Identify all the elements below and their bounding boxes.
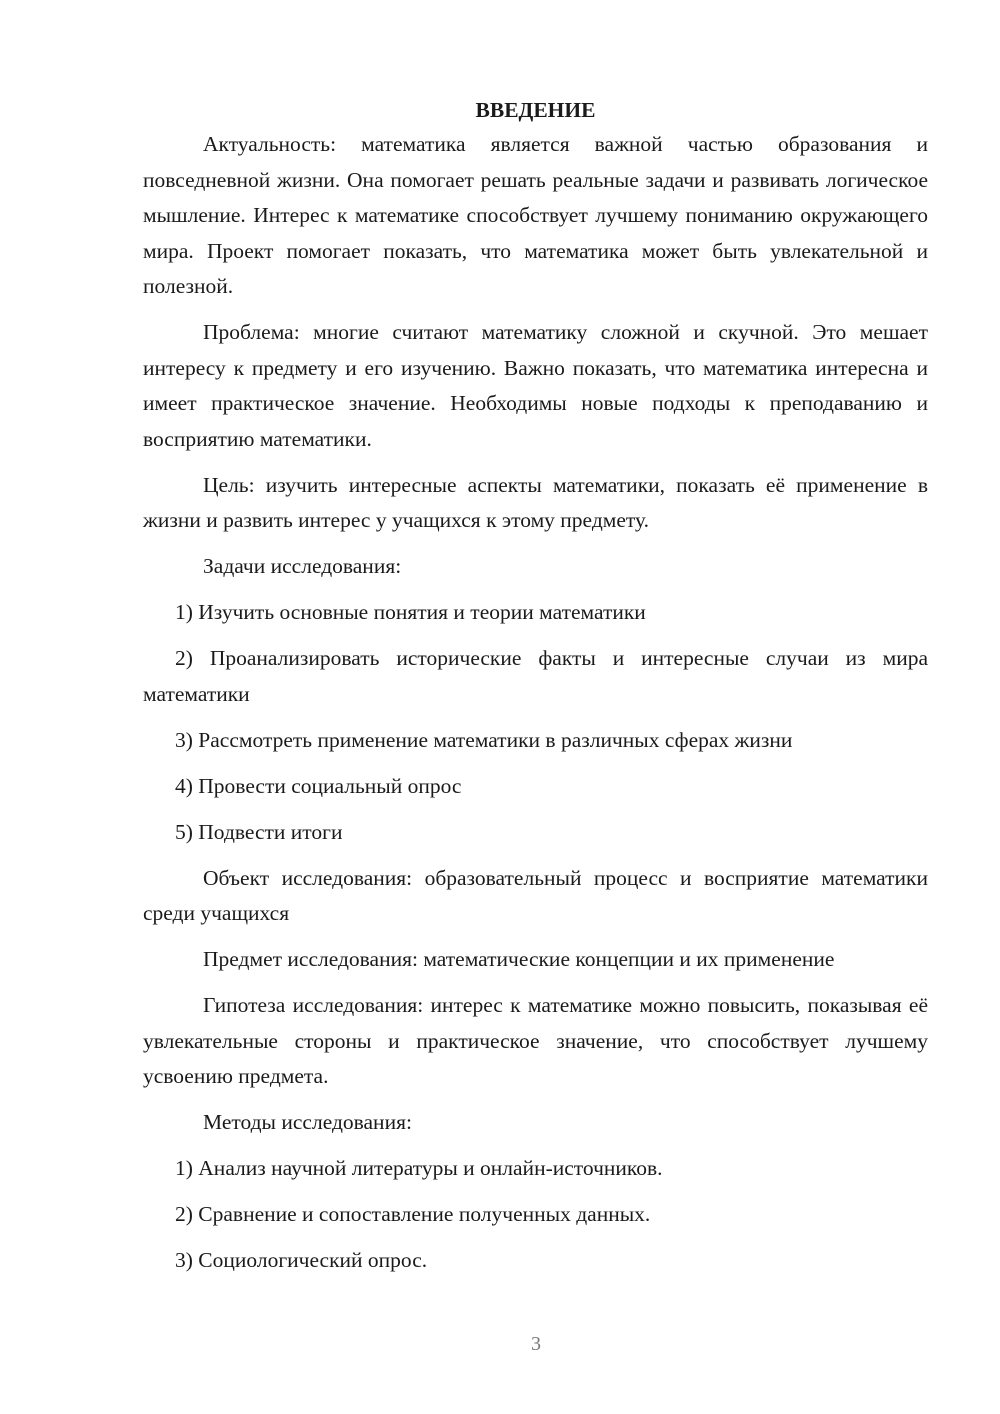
relevance-paragraph: Актуальность: математика является важной частью образования и повседневной жизни. Она помогает решать реальные задачи и развивать логическое мышление. Интерес к математике способствует лучшему пониманию окружающего мира. Проект помогает показать, что математика может быть увлекательной и полезной.	[143, 132, 928, 298]
problem-paragraph: Проблема: многие считают математику сложной и скучной. Это мешает интересу к предмету и его изучению. Важно показать, что математика интересна и имеет практическое значение. Необходимы новые подходы к преподаванию и восприятию математики.	[143, 320, 928, 451]
task-item: 2) Проанализировать исторические факты и интересные случаи из мира математики	[143, 646, 928, 706]
task-item: 5) Подвести итоги	[175, 819, 343, 844]
page-content	[143, 93, 928, 1279]
methods-heading: Методы исследования:	[203, 1110, 412, 1134]
page-number: 3	[531, 1333, 541, 1355]
method-item: 2) Сравнение и сопоставление полученных данных.	[175, 1202, 651, 1226]
task-item: 3) Рассмотреть применение математики в различных сферах жизни	[175, 727, 793, 752]
object-paragraph: Объект исследования: образовательный процесс и восприятие математики среди учащихся	[143, 865, 928, 925]
task-item: 4) Провести социальный опрос	[175, 773, 462, 798]
task-item: 1) Изучить основные понятия и теории математики	[175, 600, 646, 624]
section-title: ВВЕДЕНИЕ	[475, 98, 596, 122]
tasks-heading: Задачи исследования:	[203, 554, 402, 578]
method-item: 3) Социологический опрос.	[175, 1248, 428, 1272]
method-item: 1) Анализ научной литературы и онлайн-источников.	[175, 1156, 663, 1180]
goal-paragraph: Цель: изучить интересные аспекты математики, показать её применение в жизни и развить интерес у учащихся к этому предмету.	[143, 472, 928, 532]
subject-paragraph: Предмет исследования: математические концепции и их применение	[203, 947, 835, 971]
hypothesis-paragraph: Гипотеза исследования: интерес к математике можно повысить, показывая её увлекательные стороны и практическое значение, что способствует лучшему усвоению предмета.	[143, 993, 928, 1088]
